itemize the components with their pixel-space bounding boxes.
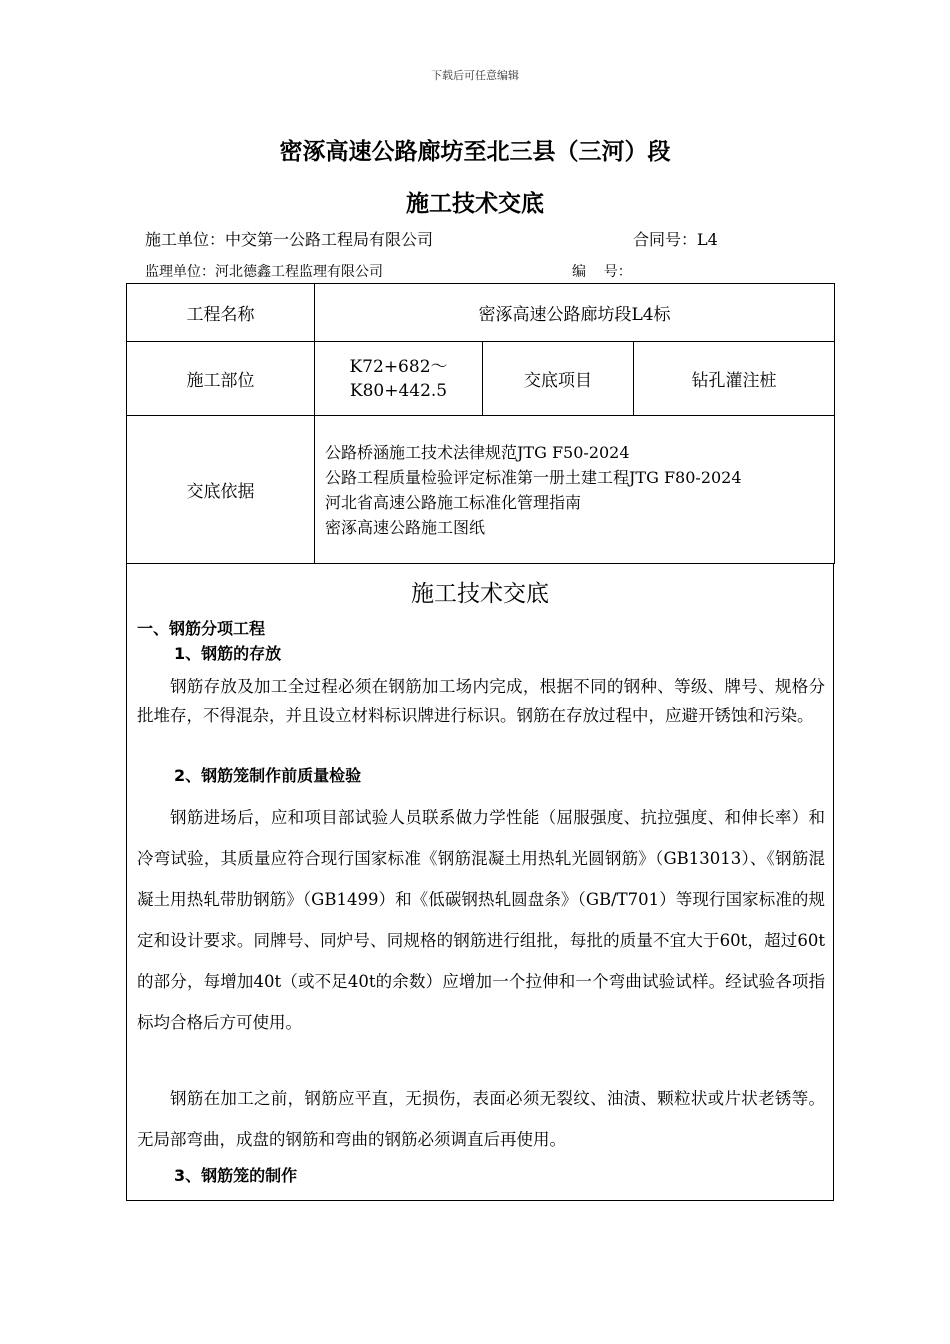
info-table xyxy=(126,283,835,564)
contract-number: 合同号：L4 xyxy=(633,230,718,249)
basis-item: 河北省高速公路施工标准化管理指南 xyxy=(325,492,582,512)
table-row xyxy=(127,284,835,342)
item-label: 交底项目 xyxy=(483,342,634,416)
paragraph: 钢筋存放及加工全过程必须在钢筋加工场内完成，根据不同的钢种、等级、牌号、规格分批堆存，不得混杂，并且设立材料标识牌进行标识。钢筋在存放过程中，应避开锈蚀和污染。 xyxy=(137,677,825,725)
subsection-heading: 2、钢筋笼制作前质量检验 xyxy=(174,766,362,785)
document-title: 密涿高速公路廊坊至北三县（三河）段 xyxy=(279,139,671,165)
site-label: 施工部位 xyxy=(127,342,315,416)
body-title: 施工技术交底 xyxy=(411,581,549,607)
paragraph: 钢筋进场后，应和项目部试验人员联系做力学性能（屈服强度、抗拉强度、和伸长率）和冷弯试验，其质量应符合现行国家标准《钢筋混凝土用热轧光圆钢筋》（GB13013）、《钢筋混凝土用热轧带肋钢筋》（GB1499）和《低碳钢热轧圆盘条》（GB/T701）等现行国家标准的规定和设计要求。同牌号、同炉号、同规格的钢筋进行组批，每批的质量不宜大于60t，超过60t的部分，每增加40t（或不足40t的余数）应增加一个拉伸和一个弯曲试验试样。经试验各项指标均合格后方可使用。 xyxy=(137,808,825,1032)
table-row xyxy=(127,342,835,416)
basis-item: 密涿高速公路施工图纸 xyxy=(325,517,486,537)
subsection-heading: 1、钢筋的存放 xyxy=(174,644,282,663)
section-heading: 一、钢筋分项工程 xyxy=(137,619,266,638)
basis-label: 交底依据 xyxy=(127,416,315,564)
construction-unit: 施工单位：中交第一公路工程局有限公司 xyxy=(145,230,434,249)
supervision-unit: 监理单位：河北德鑫工程监理有限公司 xyxy=(145,264,383,280)
site-value-line1: K72+682～ xyxy=(349,356,448,377)
subsection-heading: 3、钢筋笼的制作 xyxy=(174,1166,298,1185)
site-value xyxy=(315,342,483,416)
paragraph: 钢筋在加工之前，钢筋应平直，无损伤，表面必须无裂纹、油渍、颗粒状或片状老锈等。无局部弯曲，成盘的钢筋和弯曲的钢筋必须调直后再使用。 xyxy=(137,1089,825,1149)
item-value: 钻孔灌注桩 xyxy=(634,342,835,416)
basis-list xyxy=(315,416,835,564)
site-value-line2: K80+442.5 xyxy=(349,380,448,401)
basis-item: 公路桥涵施工技术法律规范JTG F50-2024 xyxy=(325,442,630,462)
header-note: 下载后可任意编辑 xyxy=(431,69,519,82)
table-row xyxy=(127,416,835,564)
project-name-value: 密涿高速公路廊坊段L4标 xyxy=(315,284,835,342)
disclosure-body xyxy=(126,563,834,1201)
basis-item: 公路工程质量检验评定标准第一册土建工程JTG F80-2024 xyxy=(325,467,742,487)
document-subtitle: 施工技术交底 xyxy=(406,191,544,217)
serial-number: 编 号： xyxy=(572,264,632,280)
project-name-label: 工程名称 xyxy=(127,284,315,342)
